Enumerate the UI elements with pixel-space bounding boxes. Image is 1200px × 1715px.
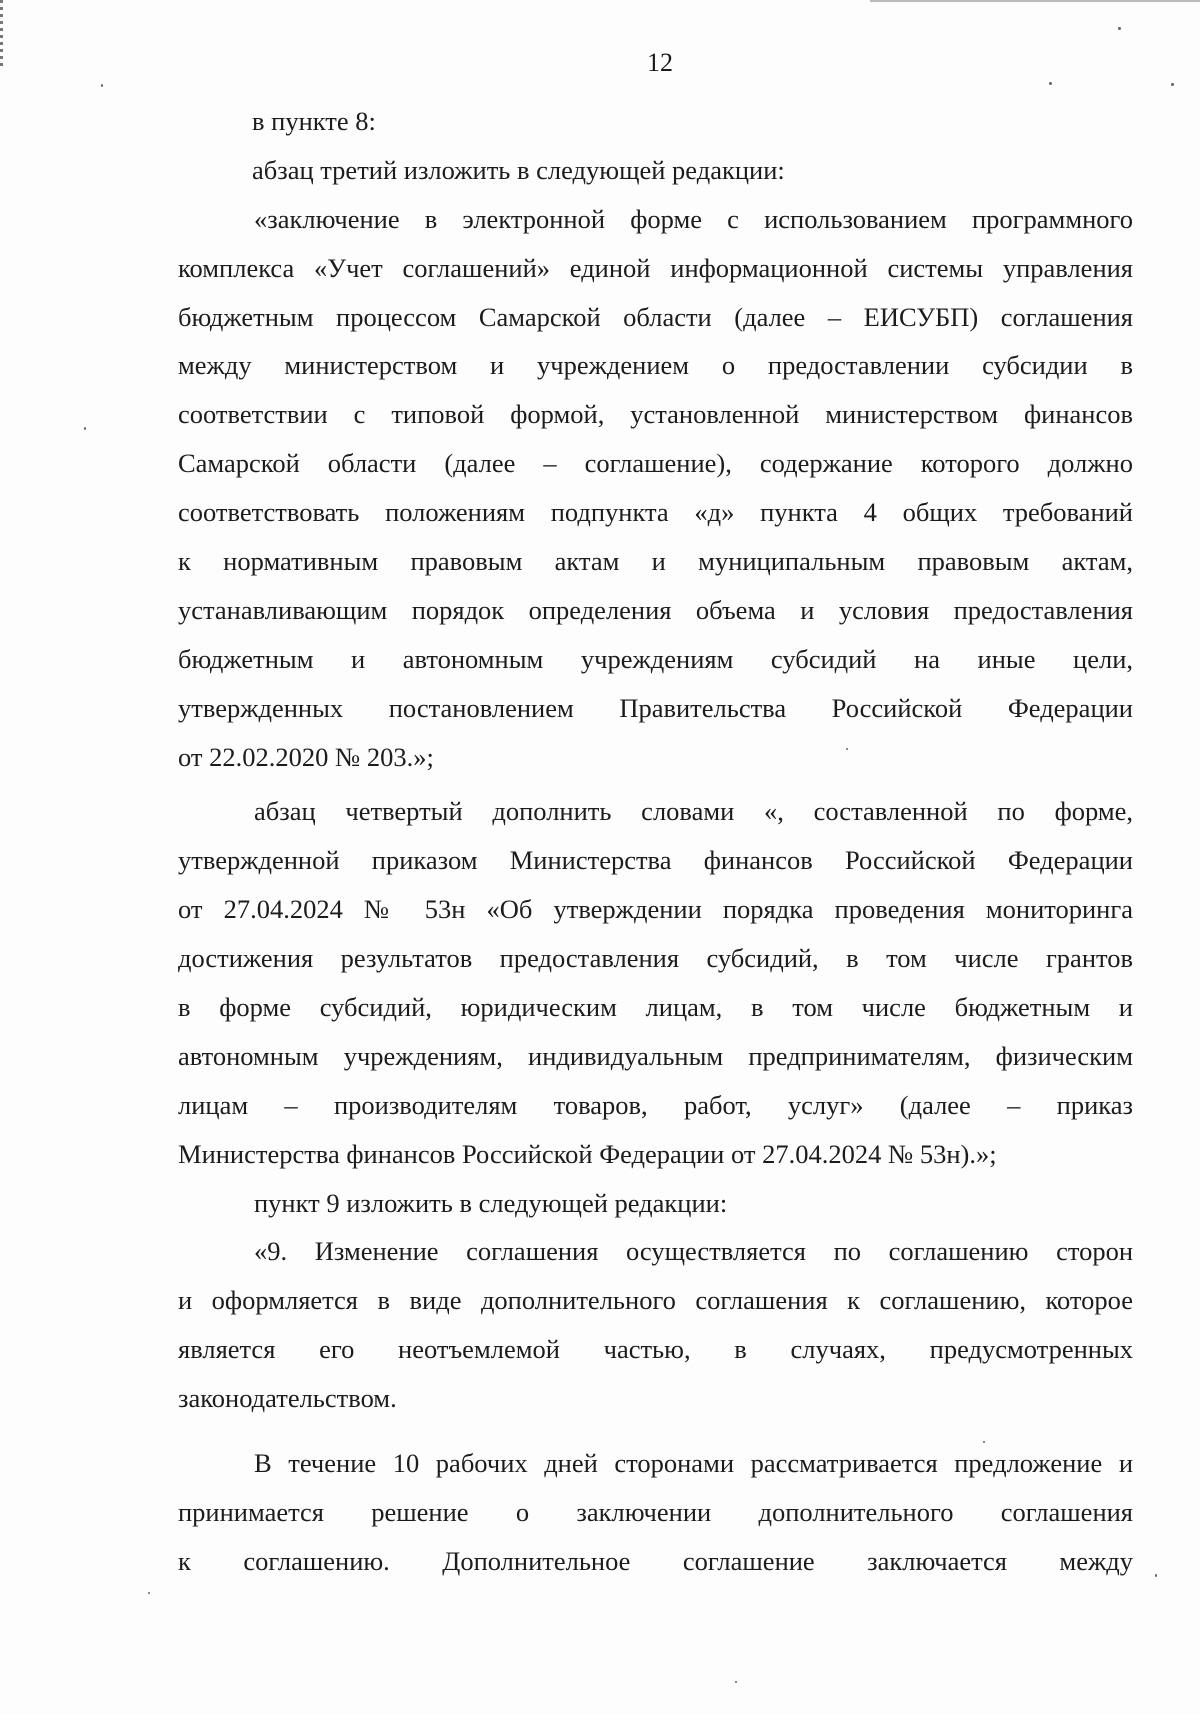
text-line: принимается решение о заключении дополнительного соглашения — [178, 1496, 1133, 1527]
scan-speck — [1049, 82, 1052, 85]
text-line: утвержденной приказом Министерства финансов Российской Федерации — [178, 845, 1133, 876]
text-line: достижения результатов предоставления субсидий, в том числе грантов — [178, 943, 1133, 974]
text-line: лицам – производителям товаров, работ, услуг» (далее – приказ — [178, 1089, 1133, 1120]
scan-speck — [1155, 1574, 1157, 1577]
text-line: абзац четвертый дополнить словами «, составленной по форме, — [254, 796, 1133, 827]
text-line: устанавливающим порядок определения объема и условия предоставления — [178, 594, 1133, 625]
text-line: бюджетным процессом Самарской области (далее – ЕИСУБП) соглашения — [178, 301, 1133, 332]
scan-speck — [101, 84, 103, 87]
text-line: комплекса «Учет соглашений» единой информационной системы управления — [178, 252, 1133, 283]
page-number: 12 — [647, 48, 673, 77]
text-line: между министерством и учреждением о предоставлении субсидии в — [178, 350, 1133, 381]
text-line: В течение 10 рабочих дней сторонами рассматривается предложение и — [254, 1448, 1133, 1479]
scan-speck — [735, 1681, 737, 1683]
text-line: Самарской области (далее – соглашение), содержание которого должно — [178, 448, 1133, 479]
text-line: соответствовать положениям подпункта «д» пункта 4 общих требований — [178, 497, 1133, 528]
text-line: от 27.04.2024 № 53н «Об утверждении порядка проведения мониторинга — [178, 894, 1133, 925]
text-line: соответствии с типовой формой, установленной министерством финансов — [178, 399, 1133, 430]
scan-edge-line — [870, 0, 1200, 2]
scan-speck — [1118, 27, 1121, 30]
text-line: и оформляется в виде дополнительного соглашения к соглашению, которое — [178, 1285, 1133, 1316]
text-line: законодательством. — [178, 1383, 397, 1414]
scan-speck — [148, 1592, 150, 1594]
scan-speck — [1171, 83, 1174, 86]
text-line: «9. Изменение соглашения осуществляется по соглашению сторон — [254, 1236, 1133, 1267]
text-line: к соглашению. Дополнительное соглашение заключается между — [178, 1545, 1133, 1576]
scan-speck — [84, 427, 86, 430]
document-body — [178, 97, 1133, 1586]
text-line: является его неотъемлемой частью, в случаях, предусмотренных — [178, 1334, 1133, 1365]
text-line: в форме субсидий, юридическим лицам, в том числе бюджетным и — [178, 992, 1133, 1023]
text-line: утвержденных постановлением Правительства Российской Федерации — [178, 692, 1133, 723]
text-line: Министерства финансов Российской Федерации от 27.04.2024 № 53н).»; — [178, 1138, 997, 1169]
text-line: бюджетным и автономным учреждениям субсидий на иные цели, — [178, 643, 1133, 674]
text-line: автономным учреждениям, индивидуальным предпринимателям, физическим — [178, 1040, 1133, 1071]
text-line: к нормативным правовым актам и муниципальным правовым актам, — [178, 546, 1133, 577]
text-line: от 22.02.2020 № 203.»; — [178, 741, 434, 772]
text-line: абзац третий изложить в следующей редакции: — [252, 154, 785, 185]
text-line: в пункте 8: — [252, 106, 376, 136]
text-line: пункт 9 изложить в следующей редакции: — [254, 1187, 728, 1218]
text-line: «заключение в электронной форме с использованием программного — [254, 203, 1133, 234]
